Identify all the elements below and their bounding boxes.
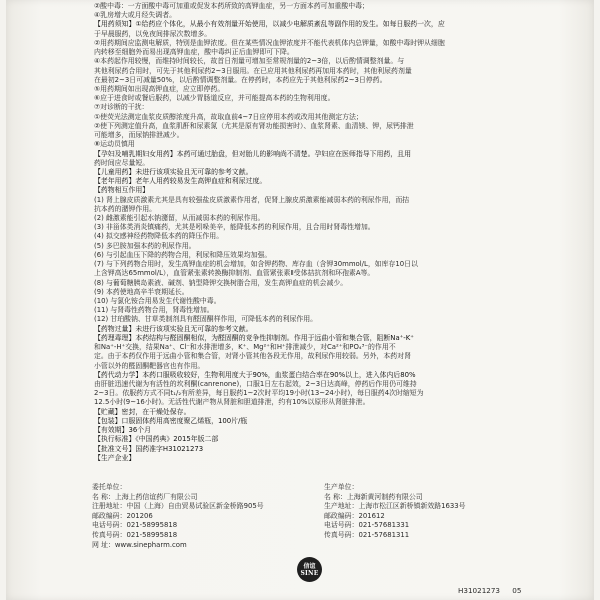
logo-english-text: SINE — [300, 569, 319, 577]
production-name: 名 称：上海新黄河制药有限公司 — [324, 492, 423, 501]
text-line: (9) 本药使地高辛半衰期延长。 — [94, 287, 189, 296]
commissioning-name: 名 称：上海上药信谊药厂有限公司 — [92, 492, 198, 501]
commissioning-fax: 传真号码：021-58995818 — [92, 530, 178, 539]
text-line: 其他利尿药合用时，可先于其他利尿药2~3日服用。在已应用其他利尿药再加用本药时，其他利尿药剂量 — [94, 66, 412, 75]
text-line: 药时间应尽量短。 — [94, 158, 150, 167]
text-line: (5) 多巴胺加强本药的利尿作用。 — [94, 241, 196, 250]
text-line: ⑥应于进食时或餐后服药，以减少胃肠道反应，并可能提高本药的生物利用度。 — [94, 94, 335, 103]
commissioning-role: 委托单位： — [92, 483, 127, 491]
text-line: ②使下列测定值升高，血浆肌酐和尿素氮（尤其是原有肾功能损害时）、血浆肾素、血清镁、钾，尿钙排泄 — [94, 121, 414, 130]
production-phone: 电话号码：021-57681331 — [324, 521, 410, 530]
text-line: ①使荧光法测定血浆皮质醇浓度升高，故取血前4~7日应停用本药或改用其他测定方法； — [94, 112, 363, 121]
text-line: 上含钾高达65mmol/L），血管紧张素转换酶抑制剂、血管紧张素Ⅱ受体拮抗剂和环孢素A等。 — [94, 269, 375, 278]
section-heading-line: 【药代动力学】本药口服吸收较好，生物利用度大于90%，血浆蛋白结合率在90%以上，进入体内后80% — [94, 370, 416, 379]
commissioning-website: 网 址：www.sinepharm.com — [92, 540, 187, 549]
text-line: 内转移至细胞外而易出现高钾血症，酸中毒纠正后血钾即可下降。 — [94, 48, 294, 57]
section-heading-line: 【用药须知】①给药应个体化，从最小有效剂量开始使用，以减少电解质紊乱等副作用的发生。如每日服药一次，应 — [94, 20, 445, 29]
text-line: 抗本药的潴钾作用。 — [94, 204, 157, 213]
text-line: (3) 非甾体类消炎镇痛药，尤其是吲哚美辛，能降低本药的利尿作用，且合用时肾毒性增加。 — [94, 223, 375, 232]
section-heading-line: 【药物相互作用】 — [94, 186, 150, 195]
production-address: 生产地址：上海市松江区新桥镇新效路1633号 — [324, 502, 466, 511]
text-line: ②酸中毒：一方面酸中毒可加重或促发本药所致的高钾血症，另一方面本药可加重酸中毒； — [94, 2, 369, 10]
text-line: 和Na⁺-H⁺交换，结果Na⁺、Cl⁻和水排泄增多，K⁺、Mg²⁺和H⁺排泄减少，对Ca²⁺和PO₄³⁻的作用不 — [94, 343, 396, 352]
text-line: ②用药期间应监测电解质，特别是血钾浓度。但在某些情况血钾浓度并不能代表机体内总钾量，如酸中毒时钾从细胞 — [94, 38, 445, 47]
text-line: 定。由于本药仅作用于远曲小管和集合管，对肾小管其他各段无作用，故利尿作用较弱。另外，本药对肾 — [94, 352, 411, 361]
text-line: ④乳房增大或月经失调者。 — [94, 11, 176, 20]
text-line: (2) 雌激素能引起水钠潴留，从而减弱本药的利尿作用。 — [94, 214, 265, 223]
sine-logo — [297, 557, 322, 582]
text-line: 小管以外的醛固酮靶器官也有作用。 — [94, 361, 205, 370]
text-line: (7) 与下列药物合用时，发生高钾血症的机会增加，如含钾药物、库存血（含钾30mmol/L，如库存10日以 — [94, 260, 418, 269]
production-role: 生产单位： — [324, 483, 359, 491]
text-line: (4) 拟交感神经药物降低本药的降压作用。 — [94, 232, 224, 241]
commissioning-address: 注册地址：中国（上海）自由贸易试验区新金桥路905号 — [92, 502, 264, 511]
section-heading-line: 【执行标准】《中国药典》2015年版二部 — [94, 435, 219, 444]
section-heading-line: 【包装】口服固体药用高密度聚乙烯瓶，100片/瓶 — [94, 416, 248, 425]
section-heading-line: 【药物过量】未进行该项实验且无可靠的参考文献。 — [94, 324, 253, 333]
insert-body-text — [94, 2, 534, 463]
text-line: 可能增多，而尿钠排泄减少。 — [94, 131, 184, 140]
section-heading-line: 【有效期】36个月 — [94, 426, 152, 435]
text-line: 在最初2~3日可减量50%，以后酌情调整剂量。在停药时，本药应先于其他利尿药2~3日停药。 — [94, 75, 387, 84]
text-line: ⑧运动员慎用 — [94, 140, 135, 149]
text-line: ④本药起作用较慢，而维持时间较长，故首日剂量可增加至常规剂量的2~3倍，以后酌情调整剂量。与 — [94, 57, 405, 66]
production-fax: 传真号码：021-57681311 — [324, 530, 410, 539]
text-line: (10) 与氯化铵合用易发生代谢性酸中毒。 — [94, 297, 221, 305]
section-heading-line: 【孕妇及哺乳期妇女用药】本药可通过胎盘，但对胎儿的影响尚不清楚。孕妇应在医师指导下用药，且用 — [94, 149, 411, 158]
commissioning-postcode: 邮政编码：201206 — [92, 511, 153, 520]
text-line: ⑤用药期间如出现高钾血症，应立即停药。 — [94, 84, 225, 93]
text-line: 于早晨服药，以免夜间排尿次数增多。 — [94, 29, 212, 38]
section-heading-line: 【贮藏】密封，在干燥处保存。 — [94, 407, 191, 416]
paper-leaflet — [6, 0, 594, 600]
text-line: 12.5小时(9~16小时)。无活性代谢产物从肾脏和胆道排泄，约有10%以原形从肾脏排泄。 — [94, 398, 370, 407]
text-line: (6) 与引起血压下降的药物合用，利尿和降压效果均加强。 — [94, 250, 272, 259]
logo-chinese-text: 信谊 — [303, 562, 316, 570]
text-line: (12) 甘珀酸钠、甘草类制剂具有醛固酮样作用，可降低本药的利尿作用。 — [94, 315, 318, 324]
section-heading-line: 【药理毒理】本药结构与醛固酮相似，为醛固酮的竞争性抑制剂。作用于远曲小管和集合管，阻断Na⁺-K⁺ — [94, 333, 414, 342]
text-line: (8) 与葡萄糖胰岛素液、碱剂、钠型降钾交换树脂合用，发生高钾血症的机会减少。 — [94, 278, 348, 287]
text-line: 2~3日。依服药方式不同t₁/₂有所差异，每日服药1~2次时平均19小时(13~24小时)，每日服药4次时缩短为 — [94, 389, 424, 398]
section-heading-line: 【老年用药】老年人用药较易发生高钾血症和利尿过度。 — [94, 177, 267, 186]
section-heading-line: 【批准文号】国药准字H31021273 — [94, 444, 204, 453]
text-line: (11) 与肾毒性药物合用，肾毒性增加。 — [94, 306, 214, 315]
production-company — [324, 483, 524, 541]
section-heading-line: 【生产企业】 — [94, 453, 136, 462]
section-heading-line: 【儿童用药】未进行该项实验且无可靠的参考文献。 — [94, 167, 253, 176]
text-line: 由肝脏迅速代谢为有活性的坎利酮(canrenone)，口服1日左右起效，2~3日达高峰，停药后作用仍可维持 — [94, 379, 417, 388]
print-code — [458, 586, 521, 595]
commissioning-company — [92, 483, 292, 550]
production-postcode: 邮政编码：201612 — [324, 511, 385, 520]
leaflet-version: 05 — [512, 586, 522, 595]
text-line: ⑦对诊断的干扰： — [94, 103, 149, 112]
approval-code: H31021273 — [458, 586, 500, 595]
commissioning-phone: 电话号码：021-58995818 — [92, 521, 178, 530]
text-line: (1) 肾上腺皮质激素尤其是具有较强盐皮质激素作用者，促肾上腺皮质激素能减弱本药的利尿作用，而拮 — [94, 195, 410, 204]
